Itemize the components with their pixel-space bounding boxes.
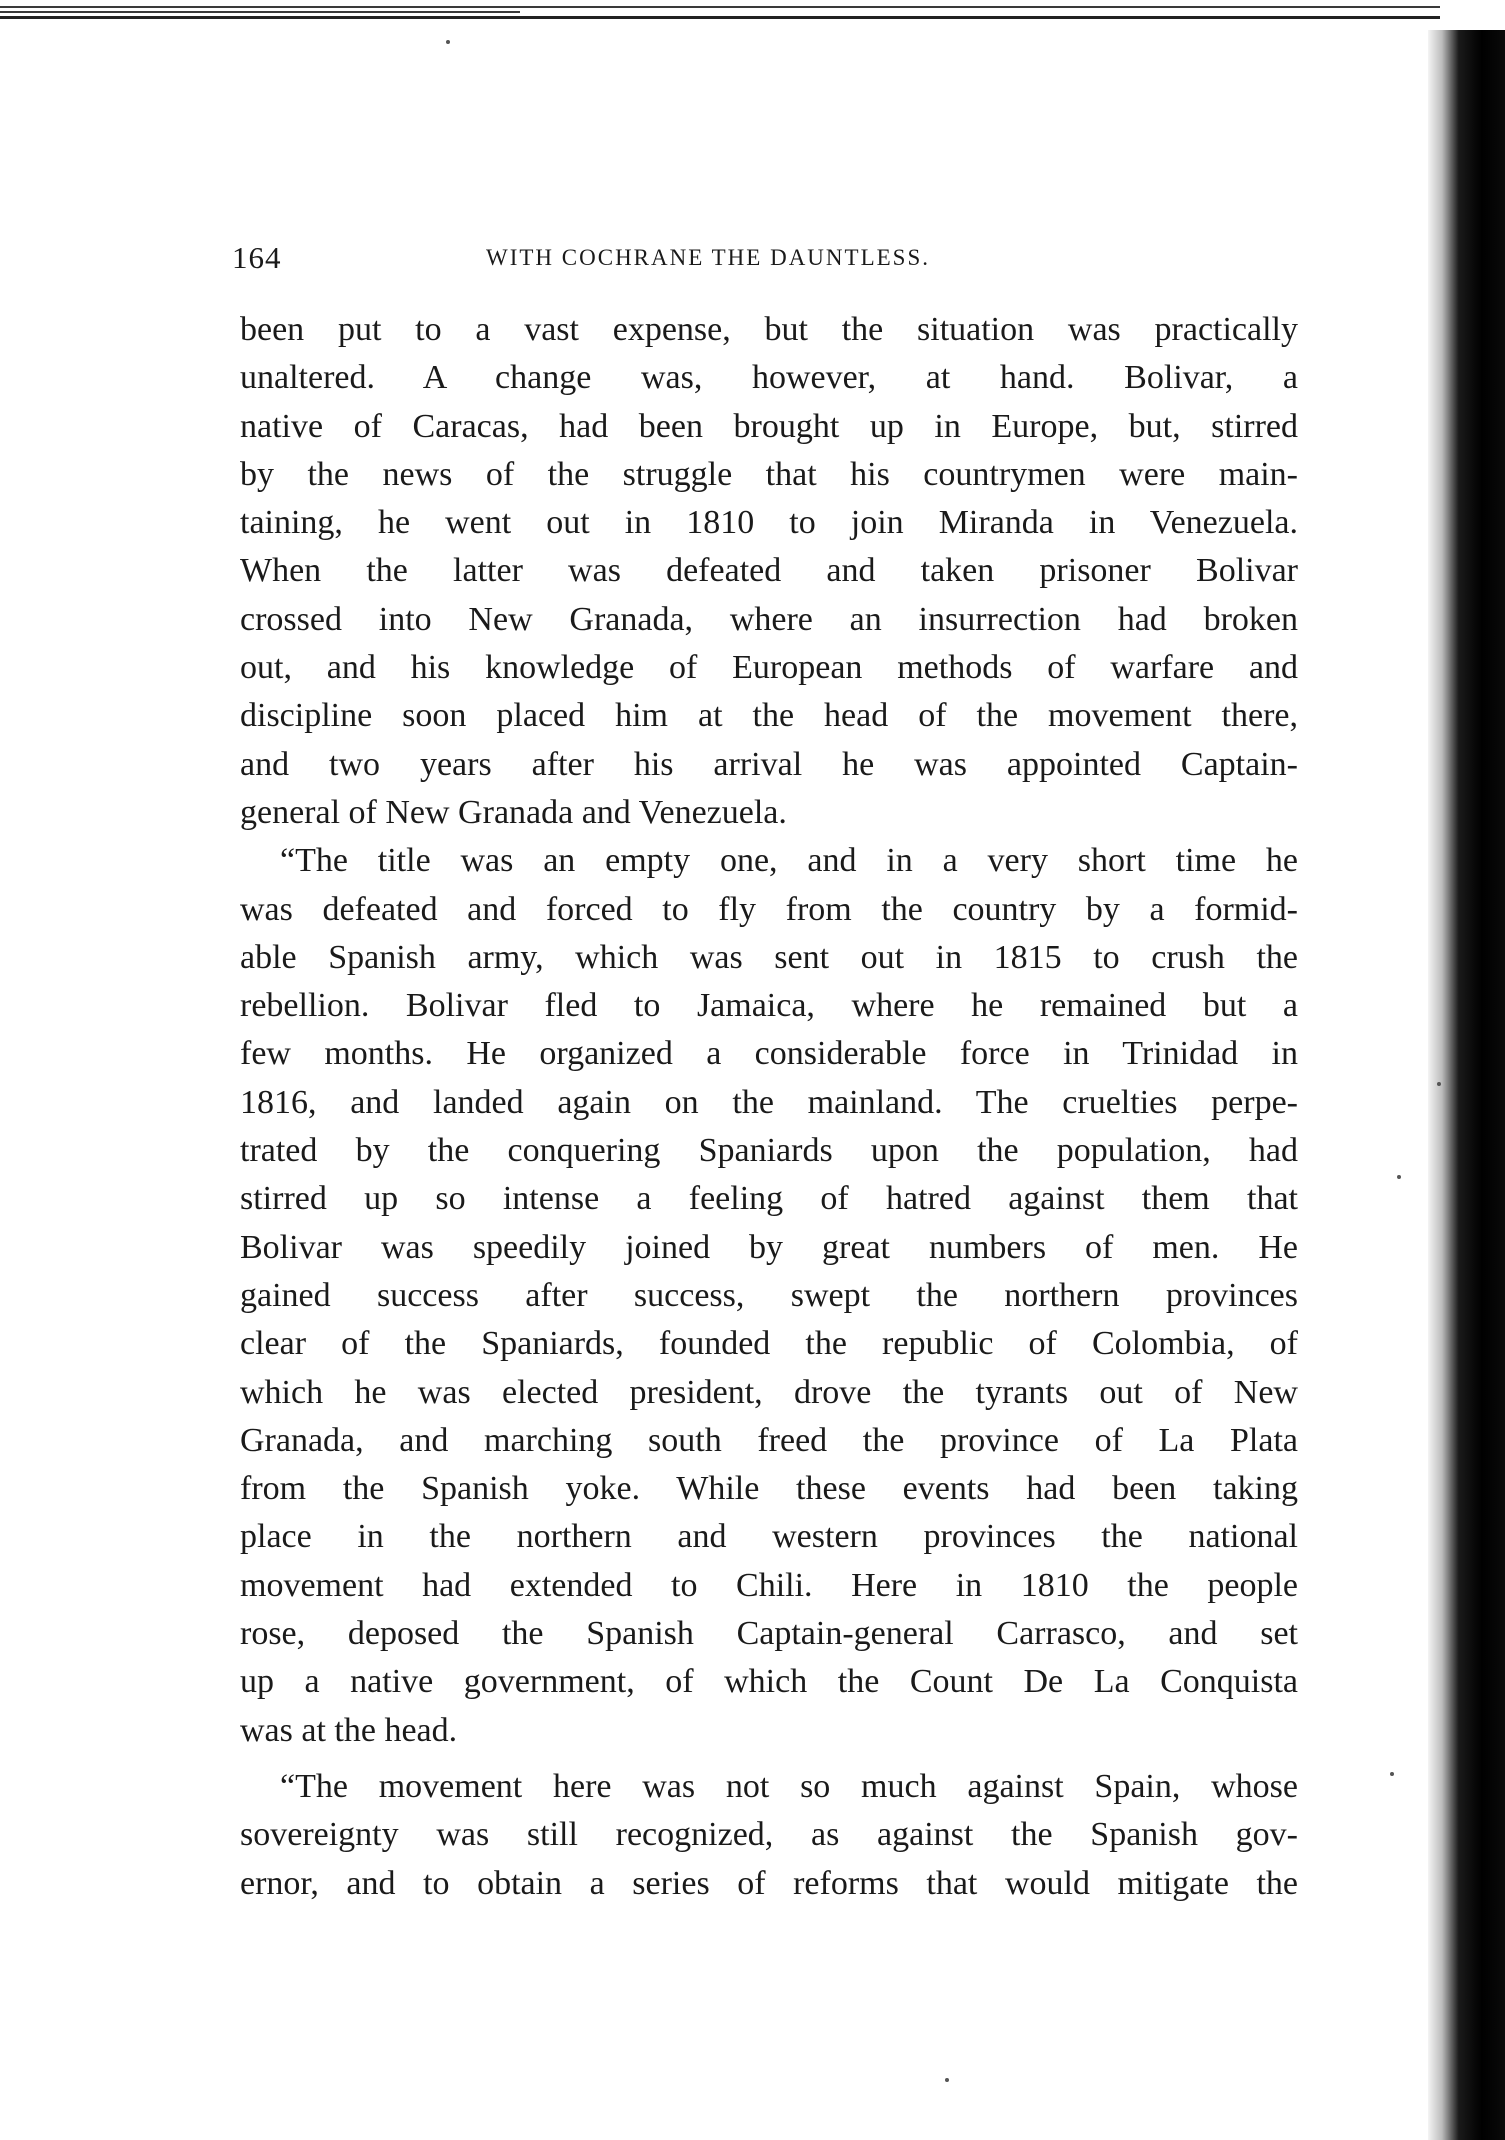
text-line: clear of the Spaniards, founded the republic of Colombia, of [240, 1325, 1298, 1363]
text-line: taining, he went out in 1810 to join Miranda in Venezuela. [240, 504, 1298, 542]
body-text [240, 306, 1298, 1908]
page-number: 164 [232, 240, 282, 275]
text-line: rebellion. Bolivar fled to Jamaica, where he remained but a [240, 987, 1298, 1025]
print-speck [1390, 1772, 1394, 1776]
text-line: gained success after success, swept the northern provinces [240, 1276, 1298, 1314]
text-line: was defeated and forced to fly from the country by a formid- [240, 890, 1298, 928]
text-line: out, and his knowledge of European methods of warfare and [240, 649, 1298, 687]
text-line: place in the northern and western provinces the national [240, 1518, 1298, 1556]
text-line: up a native government, of which the Count De La Conquista [240, 1663, 1298, 1701]
text-line: When the latter was defeated and taken prisoner Bolivar [240, 552, 1298, 590]
text-line: “The movement here was not so much against Spain, whose [280, 1767, 1298, 1805]
text-line: Bolivar was speedily joined by great numbers of men. He [240, 1228, 1298, 1266]
paragraph-2 [240, 837, 1298, 1755]
text-line: “The title was an empty one, and in a very short time he [280, 842, 1298, 880]
text-line: general of New Granada and Venezuela. [240, 793, 787, 831]
text-line: few months. He organized a considerable force in Trinidad in [240, 1035, 1298, 1073]
text-line: sovereignty was still recognized, as against the Spanish gov- [240, 1816, 1298, 1854]
paragraph-3 [240, 1763, 1298, 1908]
text-line: which he was elected president, drove the tyrants out of New [240, 1373, 1298, 1411]
paragraph-1 [240, 306, 1298, 837]
text-line: ernor, and to obtain a series of reforms that would mitigate the [240, 1864, 1298, 1902]
text-line: trated by the conquering Spaniards upon the population, had [240, 1132, 1298, 1170]
text-line: Granada, and marching south freed the province of La Plata [240, 1421, 1298, 1459]
text-line: was at the head. [240, 1711, 458, 1749]
text-line: stirred up so intense a feeling of hatred against them that [240, 1180, 1298, 1218]
print-speck [1397, 1175, 1401, 1179]
running-title: WITH COCHRANE THE DAUNTLESS. [486, 245, 931, 270]
print-speck [945, 2078, 949, 2082]
text-line: 1816, and landed again on the mainland. The cruelties perpe- [240, 1083, 1298, 1121]
text-line: crossed into New Granada, where an insurrection had broken [240, 600, 1298, 638]
text-line: rose, deposed the Spanish Captain-general Carrasco, and set [240, 1615, 1298, 1653]
text-line: native of Caracas, had been brought up in Europe, but, stirred [240, 407, 1298, 445]
text-line: by the news of the struggle that his countrymen were main- [240, 455, 1298, 493]
top-border-rule [0, 6, 1440, 20]
text-line: from the Spanish yoke. While these events had been taking [240, 1470, 1298, 1508]
print-speck [1437, 1082, 1441, 1086]
text-line: unaltered. A change was, however, at hand. Bolivar, a [240, 359, 1298, 397]
text-line: discipline soon placed him at the head of the movement there, [240, 697, 1298, 735]
text-line: able Spanish army, which was sent out in 1815 to crush the [240, 938, 1298, 976]
text-line: and two years after his arrival he was appointed Captain- [240, 745, 1298, 783]
page-header [232, 240, 1292, 280]
print-speck [446, 40, 450, 44]
text-line: movement had extended to Chili. Here in 1810 the people [240, 1566, 1298, 1604]
text-line: been put to a vast expense, but the situation was practically [240, 311, 1298, 348]
